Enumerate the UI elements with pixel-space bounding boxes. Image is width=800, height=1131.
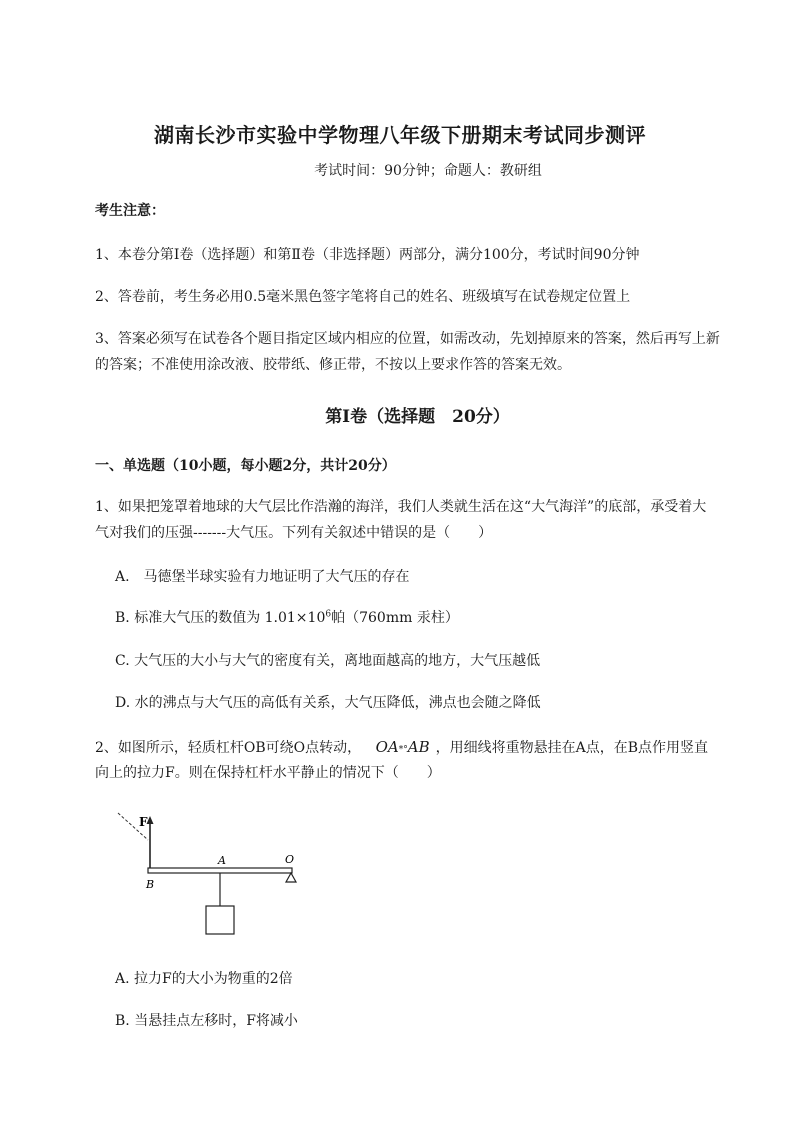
- q1-option-c: C. 大气压的大小与大气的密度有关，离地面越高的地方，大气压越低: [115, 653, 541, 669]
- force-arrow-head: [147, 816, 154, 824]
- label-a: A: [218, 854, 226, 867]
- notice-heading: 考生注意：: [95, 203, 165, 219]
- lever-bar: [148, 868, 292, 873]
- q2-stem-text-post: ，用细线将重物悬挂在A点，在B点作用竖直: [435, 740, 709, 756]
- q1-stem-line-2: 气对我们的压强-------大气压。下列有关叙述中错误的是（ ）: [95, 525, 493, 541]
- q1-option-d: D. 水的沸点与大气压的高低有关系，大气压降低，沸点也会随之降低: [115, 695, 541, 711]
- pivot-support: [286, 873, 296, 882]
- q2-math-ab: AB: [407, 738, 430, 756]
- q2-option-b: B. 当悬挂点左移时，F将减小: [115, 1013, 298, 1029]
- lever-diagram: [110, 810, 310, 940]
- part-heading: 一、单选题（10小题，每小题2分，共计20分）: [95, 458, 396, 474]
- label-f: F: [139, 815, 148, 829]
- q2-stem-line-2: 向上的拉力F。则在保持杠杆水平静止的情况下（ ）: [95, 765, 441, 781]
- q2-math-symbol: *°: [398, 745, 408, 755]
- section-title: 第Ⅰ卷（选择题 20分）: [325, 407, 510, 427]
- notice-item-3-line-1: 3、答案必须写在试卷各个题目指定区域内相应的位置，如需改动，先划掉原来的答案，然后再写上新: [95, 331, 720, 347]
- q2-stem-line-1: [95, 734, 755, 763]
- q1-option-b-unit: 帕（760mm 汞柱）: [331, 610, 459, 626]
- q1-option-b-exponent: 6: [325, 609, 332, 620]
- label-o: O: [285, 853, 295, 866]
- notice-item-2: 2、答卷前，考生务必用0.5毫米黑色签字笔将自己的姓名、班级填写在试卷规定位置上: [95, 289, 631, 305]
- q1-option-b-text: B. 标准大气压的数值为 1.01×10: [115, 610, 326, 626]
- page-title: 湖南长沙市实验中学物理八年级下册期末考试同步测评: [154, 123, 646, 147]
- exam-info: 考试时间：90分钟；命题人：教研组: [314, 163, 542, 179]
- notice-item-1: 1、本卷分第Ⅰ卷（选择题）和第Ⅱ卷（非选择题）两部分，满分100分，考试时间90分钟: [95, 247, 640, 263]
- label-b: B: [146, 878, 155, 891]
- q1-stem-line-1: 1、如果把笼罩着地球的大气层比作浩瀚的海洋，我们人类就生活在这“大气海洋”的底部，承受着大: [95, 499, 707, 515]
- q1-option-a: A. 马德堡半球实验有力地证明了大气压的存在: [115, 569, 410, 585]
- notice-item-3-line-2: 的答案；不准使用涂改液、胶带纸、修正带，不按以上要求作答的答案无效。: [95, 357, 571, 373]
- q2-option-a: A. 拉力F的大小为物重的2倍: [115, 971, 293, 987]
- hanging-weight: [206, 906, 234, 934]
- q2-math-oa: OA: [375, 738, 399, 756]
- q2-stem-text-pre: 2、如图所示，轻质杠杆OB可绕O点转动，: [95, 740, 362, 756]
- q1-option-b: [115, 607, 459, 627]
